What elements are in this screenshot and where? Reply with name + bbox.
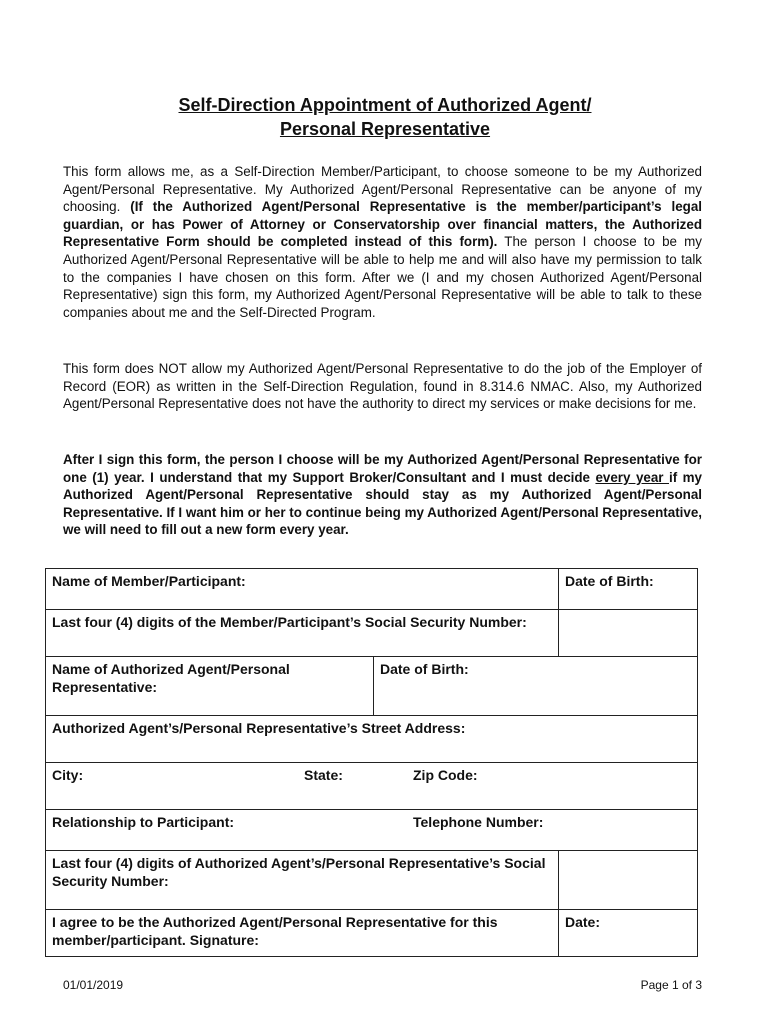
telephone-label: Telephone Number: (413, 814, 544, 830)
appointment-form-table (45, 568, 698, 957)
form-row-signature (46, 910, 698, 957)
footer-date: 01/01/2019 (63, 978, 124, 992)
agreement-label: I agree to be the Authorized Agent/Personal Representative for this member/participant. Signature: (52, 914, 498, 948)
form-row-member-name (46, 569, 698, 610)
street-address-label: Authorized Agent’s/Personal Representative’s Street Address: (52, 720, 466, 736)
term-paragraph (63, 451, 702, 539)
member-ssn-label: Last four (4) digits of the Member/Participant’s Social Security Number: (52, 614, 527, 630)
member-dob-field[interactable] (559, 569, 698, 610)
member-dob-label: Date of Birth: (565, 573, 654, 589)
form-row-relationship-phone (46, 810, 698, 851)
form-row-agent-name (46, 657, 698, 716)
signature-date-label: Date: (565, 914, 601, 930)
signature-field[interactable] (46, 910, 559, 957)
city-state-zip-field[interactable] (46, 763, 698, 810)
signature-date-field[interactable] (559, 910, 698, 957)
agent-ssn-label: Last four (4) digits of Authorized Agent’s/Personal Representative’s Social Security Number: (52, 855, 546, 889)
member-name-label: Name of Member/Participant: (52, 573, 246, 589)
document-title-line1: Self-Direction Appointment of Authorized Agent/ (178, 95, 592, 115)
footer-page-number: Page 1 of 3 (640, 978, 702, 992)
agent-dob-label: Date of Birth: (380, 661, 469, 677)
agent-ssn-field[interactable] (559, 851, 698, 910)
member-name-field[interactable] (46, 569, 559, 610)
street-address-field[interactable] (46, 716, 698, 763)
agent-name-field[interactable] (46, 657, 374, 716)
agent-name-label: Name of Authorized Agent/Personal Representative: (52, 661, 290, 695)
form-row-street-address (46, 716, 698, 763)
term-text-a: After I sign this form, the person I choose will be my Authorized Agent/Personal Representative for one (1) year. I understand that my Support Broker/Consultant and I must decide (63, 452, 702, 485)
relationship-label: Relationship to Participant: (52, 814, 235, 830)
term-underlined: every year (595, 469, 669, 485)
limitation-paragraph: This form does NOT allow my Authorized Agent/Personal Representative to do the job of the Employer of Record (EOR) as written in the Self-Direction Regulation, found in 8.314.6 NMAC. Also, my Authorized Agent/Personal Representative does not have the authority to direct my services or make decisions for me. (63, 361, 702, 412)
intro-bold-note: (If the Authorized Agent/Personal Representative is the member/participant’s legal guardian, or has Power of Attorney or Conservatorship over financial matters, the Authorized Representative Form should be completed instead of this form). (63, 199, 703, 250)
form-row-member-ssn (46, 610, 698, 657)
zip-label: Zip Code: (413, 767, 478, 783)
intro-paragraph (63, 163, 702, 321)
document-title-line2: Personal Representative (279, 119, 491, 139)
state-label: State: (304, 767, 343, 783)
agent-ssn-label-cell (46, 851, 559, 910)
term-text-b: if my Authorized Agent/Personal Representative should stay as my Authorized Agent/Personal Representative. If I want him or her to continue being my Authorized Agent/Personal Representative, we will need to fill out a new form every year. (63, 469, 702, 538)
relationship-phone-field[interactable] (46, 810, 698, 851)
member-ssn-field[interactable] (559, 610, 698, 657)
intro-text-a: This form allows me, as a Self-Direction Member/Participant, to choose someone to be my Authorized Agent/Personal Representative. My Authorized Agent/Personal Representative can be anyone of my choosing. (63, 164, 702, 215)
city-label: City: (52, 767, 84, 783)
form-row-agent-ssn (46, 851, 698, 910)
form-row-city-state-zip (46, 763, 698, 810)
intro-text-b: The person I choose to be my Authorized Agent/Personal Representative will be able to help me and will also have my permission to talk to the companies I have chosen on this form. After we (I and my chosen Authorized Agent/Personal Representative) sign this form, my Authorized Agent/Personal Representative will be able to talk to these companies about me and the Self-Directed Program. (63, 234, 702, 320)
agent-dob-field[interactable] (374, 657, 698, 716)
member-ssn-label-cell (46, 610, 559, 657)
